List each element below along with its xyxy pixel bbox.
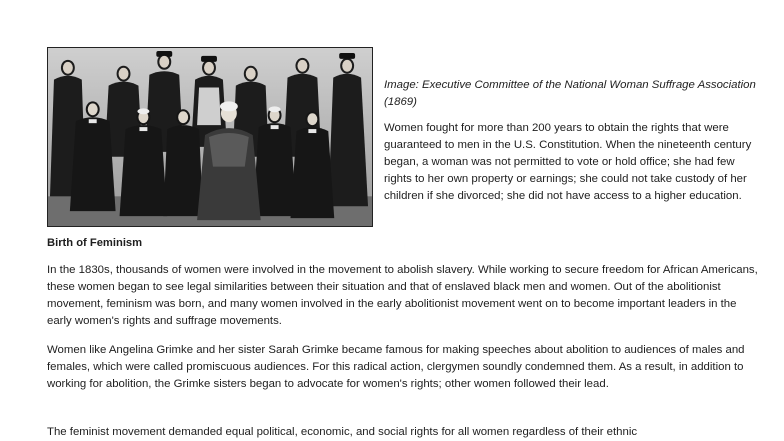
body-paragraph: The feminist movement demanded equal political, economic, and social rights for all women regardless of their ethnic [47,426,638,438]
section-heading: Birth of Feminism [47,237,143,249]
group-photo-illustration [48,48,372,226]
body-paragraph: In the 1830s, thousands of women were involved in the movement to abolish slavery. While working to secure freedom for African Americans, these women began to see legal similarities between their situation and that of enslaved black men and women. Out of the abolitionist movement, feminism was born, and many women involved in the early abolitionist movement went on to become important leaders in the early women's rights and suffrage movements. [47,264,758,327]
historical-group-photo [47,47,373,227]
body-paragraph: Women like Angelina Grimke and her sister Sarah Grimke became famous for making speeches about abolition to audiences of males and females, which were called promiscuous audiences. For this radical action, clergymen soundly condemned them. As a result, in addition to working for abolition, the Grimke sisters began to advocate for women's rights; other women followed their lead. [47,344,745,390]
image-caption: Image: Executive Committee of the National Woman Suffrage Association (1869) [384,79,756,108]
intro-paragraph: Women fought for more than 200 years to obtain the rights that were guaranteed to men in the U.S. Constitution. When the nineteenth century began, a woman was not permitted to vote or hold office; she had few rights to her own property or earnings; she could not take custody of her children if she divorced; she did not have access to a higher education. [384,122,752,202]
